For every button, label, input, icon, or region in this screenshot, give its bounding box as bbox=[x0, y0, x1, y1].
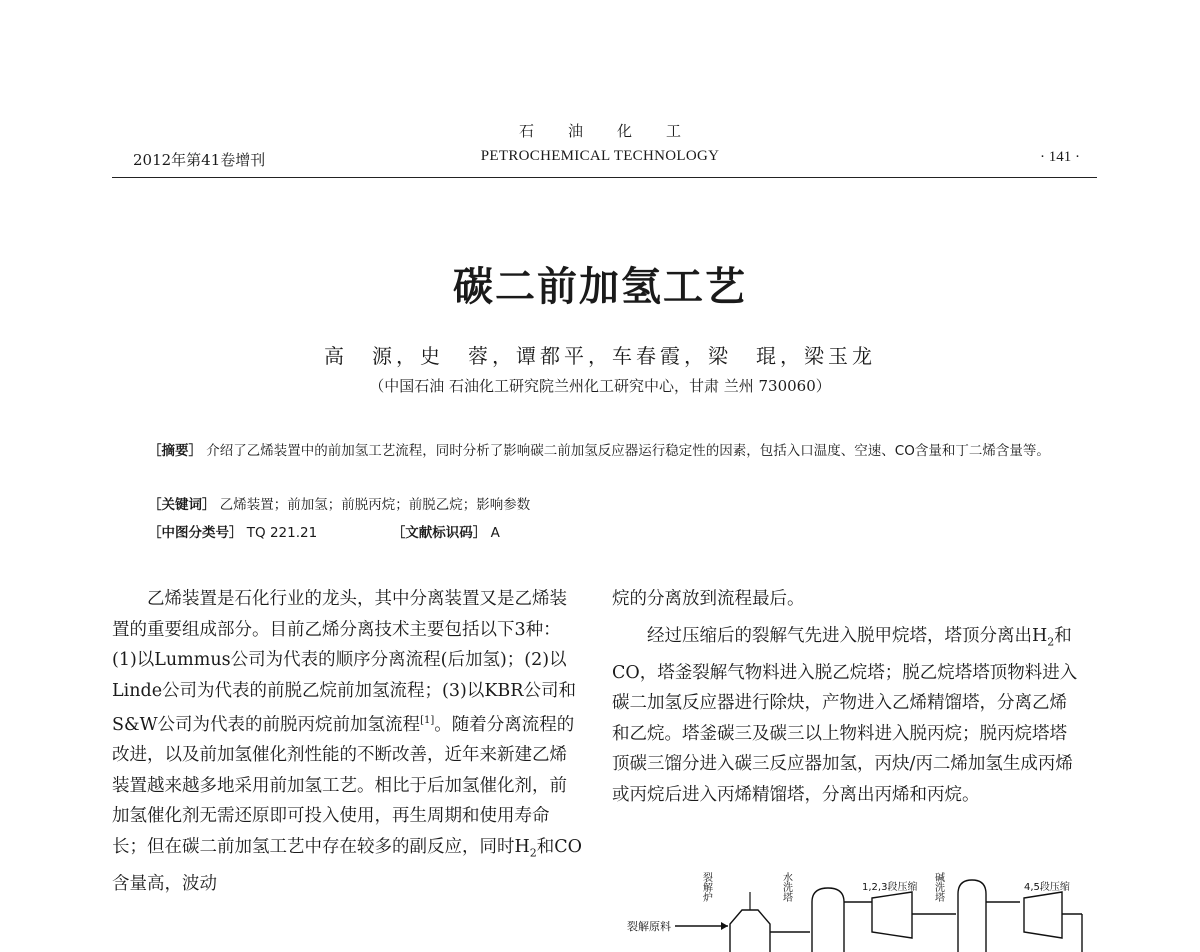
classification bbox=[148, 521, 500, 541]
header-rule bbox=[112, 177, 1097, 178]
furnace-label: 裂解炉 bbox=[700, 872, 712, 902]
body-paragraph: 烷的分离放到流程最后。 bbox=[612, 589, 805, 609]
compressor-123-label: 1,2,3段压缩 bbox=[862, 882, 918, 893]
furnace-shape bbox=[730, 910, 770, 952]
body-column-left bbox=[112, 584, 582, 899]
arrow-icon bbox=[721, 922, 728, 930]
page-number: · 141 · bbox=[1040, 149, 1080, 165]
water-tower-shape bbox=[812, 888, 844, 952]
keywords-label: ［关键词］ bbox=[148, 497, 216, 513]
compressor-45-shape bbox=[1024, 892, 1062, 938]
keywords bbox=[148, 493, 530, 513]
compressor-123-shape bbox=[872, 892, 912, 938]
reference-mark: [1] bbox=[420, 715, 435, 726]
clc-label: ［中图分类号］ bbox=[148, 525, 243, 541]
doc-code-value: A bbox=[490, 525, 500, 541]
alkali-tower-label: 碱洗塔 bbox=[932, 872, 944, 902]
body-column-right bbox=[612, 584, 1082, 810]
water-tower-label: 水洗塔 bbox=[780, 872, 792, 902]
feed-label: 裂解原料 bbox=[627, 920, 671, 933]
body-paragraph: 经过压缩后的裂解气先进入脱甲烷塔，塔顶分离出$H_2$和CO，塔釜裂解气物料进入脱乙烷塔；脱乙烷塔塔顶物料进入碳二加氢反应器进行除炔，产物进入乙烯精馏塔，分离乙烯和乙烷。塔釜碳三及碳三以上物料进入脱丙烷；脱丙烷塔塔顶碳三馏分进入碳三反应器加氢，丙炔/丙二烯加氢生成丙烯或丙烷后进入丙烯精馏塔，分离出丙烯和丙烷。 bbox=[612, 625, 1078, 805]
journal-name-en: PETROCHEMICAL TECHNOLOGY bbox=[480, 148, 720, 164]
doc-code-label: ［文献标识码］ bbox=[391, 525, 487, 541]
article-title: 碳二前加氢工艺 bbox=[453, 264, 747, 310]
clc-value: TQ 221.21 bbox=[246, 525, 318, 541]
body-paragraph: 乙烯装置是石化行业的龙头，其中分离装置又是乙烯装置的重要组成部分。目前乙烯分离技术主要包括以下3种：(1)以Lummus公司为代表的顺序分离流程(后加氢)；(2)以Linde公司为代表的前脱乙烷前加氢流程；(3)以KBR公司和S&W公司为代表的前脱丙烷前加氢流程[1]。随着分离流程的改进，以及前加氢催化剂性能的不断改善，近年来新建乙烯装置越来越多地采用前加氢工艺。相比于后加氢催化剂，前加氢催化剂无需还原即可投入使用，再生周期和使用寿命长；但在碳二前加氢工艺中存在较多的副反应，同时$H_2$和CO含量高，波动 bbox=[112, 589, 583, 894]
abstract-label: ［摘要］ bbox=[148, 443, 202, 459]
author-list: 高 源，史 蓉，谭都平，车春霞，梁 琨，梁玉龙 bbox=[324, 344, 876, 368]
keywords-text: 乙烯装置；前加氢；前脱丙烷；前脱乙烷；影响参数 bbox=[219, 497, 531, 513]
process-flow-diagram bbox=[620, 862, 1090, 952]
abstract-text: 介绍了乙烯装置中的前加氢工艺流程，同时分析了影响碳二前加氢反应器运行稳定性的因素，包括入口温度、空速、CO含量和丁二烯含量等。 bbox=[206, 443, 1050, 459]
affiliation: （中国石油 石油化工研究院兰州化工研究中心，甘肃 兰州 730060） bbox=[369, 377, 831, 395]
alkali-tower-shape bbox=[958, 880, 986, 952]
abstract bbox=[148, 440, 1068, 462]
journal-name-cn: 石油化工 bbox=[518, 122, 715, 140]
compressor-45-label: 4,5段压缩 bbox=[1024, 882, 1070, 893]
issue-label: 2012年第41卷增刊 bbox=[133, 151, 266, 169]
